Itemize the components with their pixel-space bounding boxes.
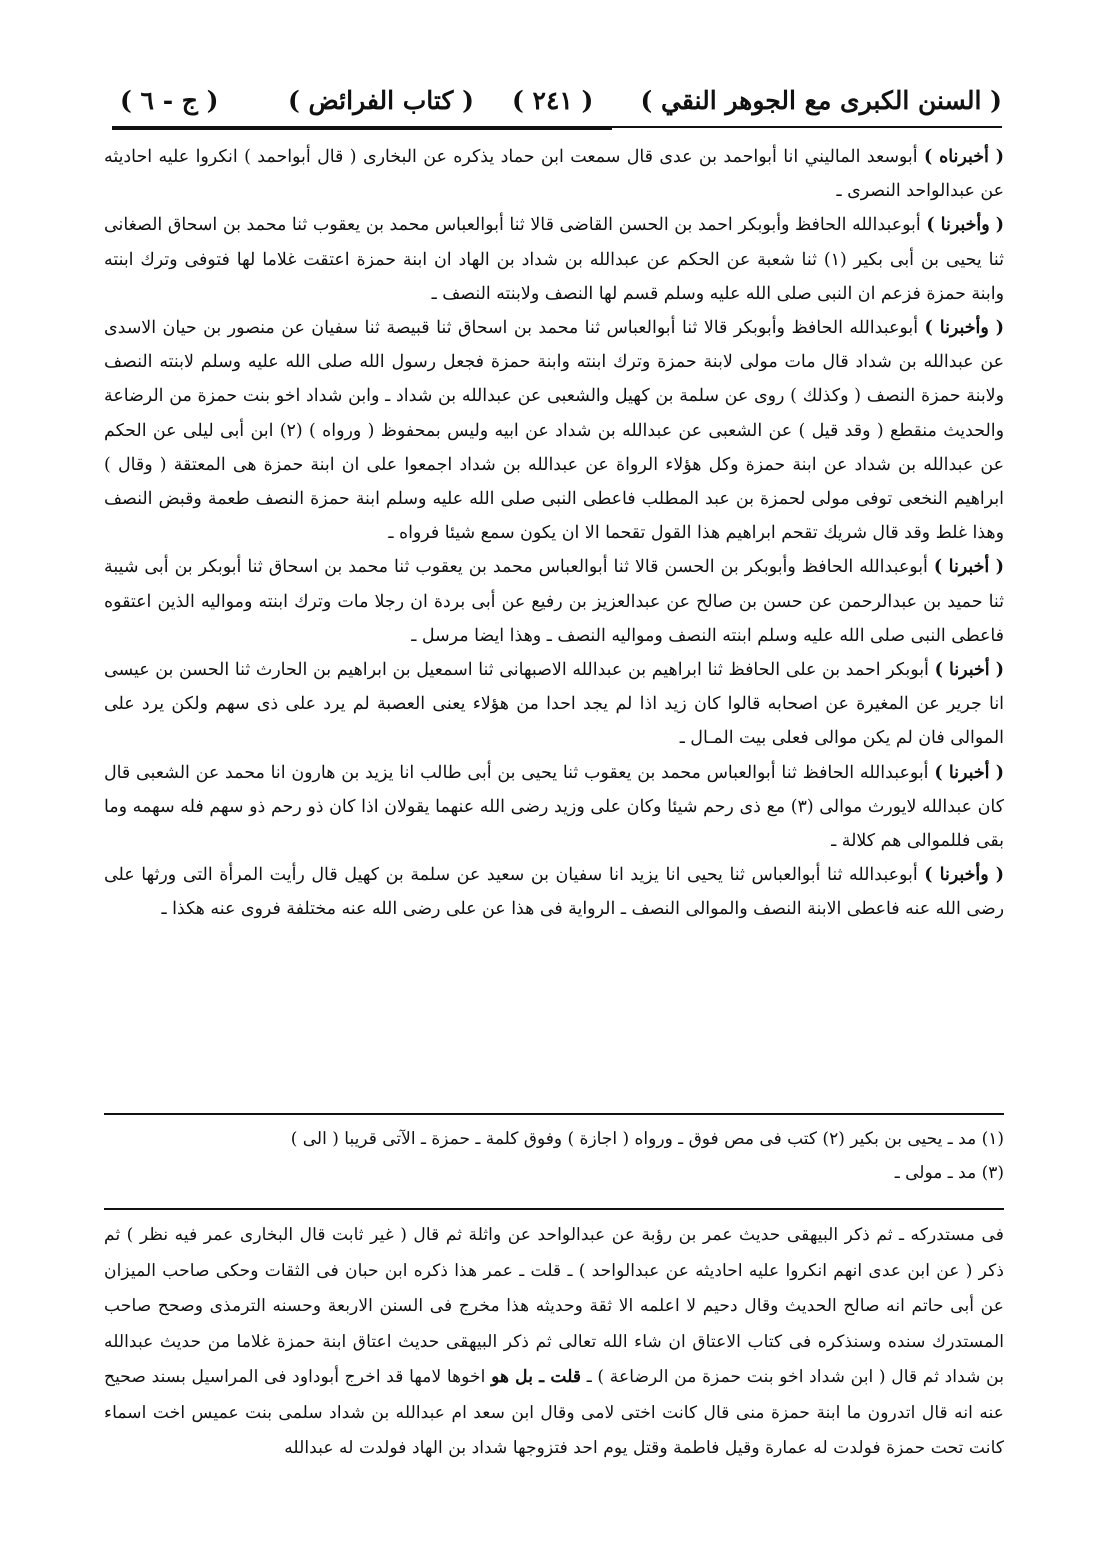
header-volume: ( ج - ٦ ) bbox=[120, 86, 219, 115]
paragraph bbox=[104, 311, 1004, 550]
footnote-line: (١) مد ـ يحيى بن بكير (٢) كتب فى مص فوق ـ ورواه ( اجازة ) وفوق كلمة ـ حمزة ـ الآتى قريبا ( الى ) bbox=[290, 1129, 1004, 1149]
paragraph bbox=[104, 858, 1004, 926]
paragraph bbox=[104, 550, 1004, 653]
footnote-line: (٣) مد ـ مولى ـ bbox=[894, 1163, 1004, 1183]
commentary-paragraph bbox=[104, 1218, 1004, 1467]
paragraph bbox=[104, 140, 1004, 208]
header-page-number: ( ٢٤١ ) bbox=[512, 86, 594, 115]
commentary-text bbox=[104, 1218, 1004, 1536]
paragraph bbox=[104, 756, 1004, 859]
footnote-divider bbox=[104, 1113, 1004, 1115]
paragraph-lead: ( وأخبرنا ) bbox=[926, 215, 1004, 236]
commentary-segment: اخوها لامها قد اخرج أبوداود فى المراسيل بسند صحيح عنه انه قال اتدرون ما ابنة حمزة منى قال كانت اختى لامى وقال ابن سعد ام عبدالله بن شداد سلمى بنت عميس اخت اسماء كانت تحت حمزة فولدت له عمارة وقيل فاطمة وقتل يوم احد فتزوجها شداد بن الهاد فولدت له عبدالله bbox=[104, 1367, 1004, 1458]
footnotes bbox=[104, 1122, 1004, 1190]
header-book-title: ( كتاب الفرائض ) bbox=[288, 86, 474, 115]
paragraph-lead: ( أخبرنا ) bbox=[934, 660, 1004, 681]
paragraph-text: أبوعبدالله ثنا أبوالعباس ثنا يحيى انا يزيد انا سفيان بن سعيد عن سلمة بن كهيل قال رأيت المرأة التى ورثها على رضى الله عنه فاعطى الابنة النصف والموالى النصف ـ الرواية فى هذا عن على رضى الله عنه مختلفة فروى عنه هكذا ـ bbox=[104, 865, 1004, 920]
commentary-emphasis: قلت ـ بل هو bbox=[491, 1367, 582, 1387]
header-title: ( السنن الكبرى مع الجوهر النقي ) bbox=[640, 86, 1002, 115]
paragraph-text: أبوعبدالله الحافظ ثنا أبوالعباس محمد بن يعقوب ثنا يحيى بن أبى طالب انا يزيد بن هارون انا محمد عن الشعبى قال كان عبدالله لايورث موالى (٣) مع ذى رحم شيئا وكان على وزيد رضى الله عنهما يقولان اذا كان ذو رحم ذو سهم فله سهمه وما بقى فللموالى هم كلالة ـ bbox=[104, 762, 1004, 852]
paragraph-lead: ( أخبرنا ) bbox=[934, 762, 1004, 783]
paragraph-text: أبوعبدالله الحافظ وأبوبكر احمد بن الحسن القاضى قالا ثنا أبوالعباس محمد بن يعقوب ثنا محمد بن اسحاق الصغانى ثنا يحيى بن أبى بكير (١) ثنا شعبة عن الحكم عن عبدالله بن شداد بن الهاد ان ابنة حمزة اعتقت غلاما لها فتوفى وترك ابنته وابنة حمزة فزعم ان النبى صلى الله عليه وسلم قسم لها النصف ولابنته النصف ـ bbox=[104, 215, 1004, 304]
paragraph-lead: ( أخبرناه ) bbox=[923, 147, 1004, 167]
paragraph-lead: ( وأخبرنا ) bbox=[924, 865, 1004, 886]
page-header bbox=[112, 80, 1002, 124]
commentary-divider bbox=[104, 1208, 1004, 1210]
paragraph-text: أبوعبدالله الحافظ وأبوبكر قالا ثنا أبوالعباس ثنا محمد بن اسحاق ثنا قبيصة ثنا سفيان عن منصور بن حيان الاسدى عن عبدالله بن شداد قال مات مولى لابنة حمزة وترك ابنته وابنة حمزة فجعل رسول الله صلى الله عليه وسلم لابنته النصف ولابنة حمزة النصف ( وكذلك ) روى عن سلمة بن كهيل والشعبى عن عبدالله بن شداد ـ وابن شداد اخو بنت حمزة من الرضاعة والحديث منقطع ( وقد قيل ) عن الشعبى عن عبدالله بن شداد عن ابيه وليس بمحفوظ ( ورواه ) (٢) ابن أبى ليلى عن الحكم عن عبدالله بن شداد عن ابنة حمزة وكل هؤلاء الرواة عن عبدالله بن شداد اجمعوا على ان ابنة حمزة هى المعتقة ( وقال ) ابراهيم النخعى توفى مولى لحمزة بن عبد المطلب فاعطى النبى صلى الله عليه وسلم ابنة حمزة النصف طعمة وقبض النصف وهذا غلط وقد قال شريك تقحم ابراهيم هذا القول تقحما الا ان يكون سمع شيئا فرواه ـ bbox=[104, 318, 1004, 544]
paragraph bbox=[104, 208, 1004, 311]
paragraph-lead: ( أخبرنا ) bbox=[933, 557, 1004, 578]
header-divider-secondary bbox=[112, 128, 612, 130]
paragraph-text: أبوعبدالله الحافظ وأبوبكر بن الحسن قالا ثنا أبوالعباس محمد بن يعقوب ثنا محمد بن اسحاق ثنا أبوبكر بن أبى شيبة ثنا حميد بن عبدالرحمن عن حسن بن صالح عن عبدالعزيز بن رفيع عن أبى بردة ان رجلا مات وترك ابنته ومواليه الذين اعتقوه فاعطى النبى صلى الله عليه وسلم ابنته النصف ومواليه النصف ـ وهذا ايضا مرسل ـ bbox=[104, 557, 1004, 646]
paragraph bbox=[104, 653, 1004, 756]
paragraph-text: أبوبكر احمد بن على الحافظ ثنا ابراهيم بن عبدالله الاصبهانى ثنا اسمعيل بن ابراهيم بن الحارث ثنا الحسن بن عيسى انا جرير عن المغيرة عن اصحابه قالوا كان زيد اذا لم يجد احدا من هؤلاء يعنى العصبة لم يرد على ذى سهم ولكن يرد على الموالى فان لم يكن موالى فعلى بيت المـال ـ bbox=[104, 660, 1004, 749]
paragraph-text: أبوسعد الماليني انا أبواحمد بن عدى قال سمعت ابن حماد يذكره عن البخارى ( قال أبواحمد ) انكروا عليه احاديثه عن عبدالواحد النصرى ـ bbox=[104, 147, 1004, 202]
paragraph-lead: ( وأخبرنا ) bbox=[924, 318, 1004, 339]
commentary-segment: فى مستدركه ـ ثم ذكر البيهقى حديث عمر بن رؤبة عن عبدالواحد عن واثلة ثم قال ( غير ثابت قال البخارى عمر فيه نظر ) ثم ذكر ( عن ابن عدى انهم انكروا عليه احاديثه عن عبدالواحد ) ـ قلت ـ عمر هذا ذكره ابن حبان فى الثقات وحكى صاحب الميزان عن أبى حاتم انه صالح الحديث وقال دحيم لا اعلمه الا ثقة وحديثه هذا مخرج فى السنن الاربعة وحسنه الترمذى وصحح صاحب المستدرك سنده وسنذكره فى كتاب الاعتاق ان شاء الله تعالى ثم ذكر البيهقى حديث اعتاق ابنة حمزة غلاما من حديث عبدالله بن شداد ثم قال ( ابن شداد اخو بنت حمزة من الرضاعة ) ـ bbox=[104, 1225, 1004, 1387]
main-text bbox=[104, 140, 1004, 1100]
